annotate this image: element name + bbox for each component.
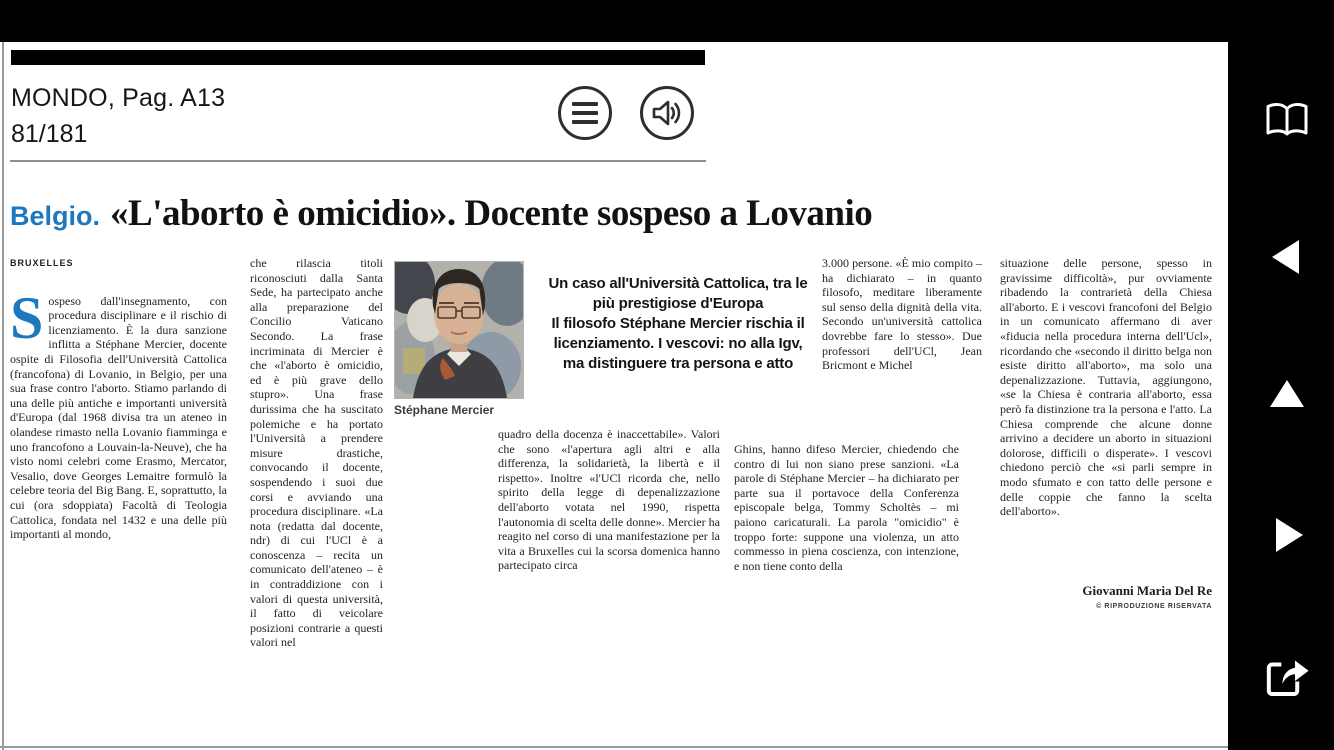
pull-quote (543, 274, 813, 374)
next-article-button[interactable] (1276, 518, 1303, 552)
share-button[interactable] (1262, 652, 1312, 705)
header-divider (10, 160, 706, 162)
speaker-icon (649, 97, 685, 129)
newspaper-page-edge-strip (11, 50, 705, 65)
article-headline: «L'aborto è omicidio». Docente sospeso a Lovanio (110, 193, 873, 234)
copyright-notice: © RIPRODUZIONE RISERVATA (1096, 603, 1212, 610)
article-photo (394, 261, 524, 399)
article-column-1 (10, 256, 227, 542)
article-position-indicator: 81/181 (11, 120, 88, 148)
page-left-border (2, 42, 4, 750)
open-book-icon (1262, 100, 1312, 140)
article-dateline: BRUXELLES (10, 258, 74, 268)
article-column-4-top: 3.000 persone. «È mio compito – ha dichiarato – in quanto filosofo, meditare liberamente sul senso della dignità della vita. Secondo un'università cattolica dovrebbe fare lo stesso». Due professori dell'UCl, Jean Bricmont e Michel (822, 256, 982, 373)
scroll-up-button[interactable] (1270, 380, 1304, 407)
photo-caption: Stéphane Mercier (394, 403, 495, 417)
right-arrow-icon (1276, 518, 1303, 552)
drop-cap: S (10, 284, 44, 351)
page-bottom-border (0, 746, 1228, 748)
left-arrow-icon (1272, 240, 1299, 274)
up-arrow-icon (1270, 380, 1304, 407)
bookmarks-button[interactable] (1262, 100, 1312, 143)
article-paragraph (10, 284, 227, 542)
article-headline-row (10, 192, 1215, 235)
pull-quote-line-2: Il filosofo Stéphane Mercier rischia il licenziamento. I vescovi: no alla Igv, ma distinguere tra persona e atto (551, 315, 805, 372)
article-column-4-bottom: Ghins, hanno difeso Mercier, chiedendo che contro di lui non siano prese sanzioni. «La parole di Stéphane Mercier – ha dichiarato per parte sua il portavoce della Conferenza episcopale belga, Tommy Scholtès – mi paiono caricaturali. La parola "omicidio" è troppo forte: suppone una violenza, un atto commesso in piena coscienza, con intenzione, e non tiene conto della (734, 442, 959, 573)
portrait-photo-illustration (395, 262, 523, 398)
article-kicker: Belgio. (10, 201, 101, 231)
article-column-2: che rilascia titoli riconosciuti dalla Santa Sede, ha partecipato anche alla preparazione del Concilio Vaticano Secondo. La frase incriminata di Mercier è che «l'aborto è omicidio, ed è più grave dello stupro». Una frase durissima che ha suscitato polemiche e ha portato l'Università a prendere misure drastiche, convocando il docente, sospendendo i suoi due corsi e avviando una procedura disciplinare. «La nota (redatta dal docente, ndr) di cui l'UCl è a conoscenza – recita un comunicato dell'ateneo – è in contraddizione con i valori di questa università, il fatto di veicolare posizioni contrarie a questi valori nel (250, 256, 383, 650)
article-column-5: situazione delle persone, spesso in gravissime difficoltà», pur ovviamente ribadendo la contrarietà della Chiesa all'aborto. E i vescovi francofoni del Belgio in un comunicato affermano di aver «fiducia nella procedura interna dell'Ucl», ricordando che «secondo il diritto belga non esiste diritto all'aborto», ma solo una depenalizzazione. Tuttavia, aggiungono, «se la Chiesa è contraria all'aborto, essa però fa distinzione tra la persona e l'atto. La Chiesa comprende che alcune donne arrivino a decidere un aborto in situazioni dolorose, difficili o disperate». I vescovi chiedono perciò che «si parli sempre in modo sfumato e con tatto delle persone e delle coppie che fanno la scelta dell'aborto». (1000, 256, 1212, 519)
column-1-text: ospeso dall'insegnamento, con procedura disciplinare e il rischio di licenziamento. È la dura sanzione inflitta a Stéphane Mercier, docente ospite di Filosofia dell'Università Cattolica (francofona) di Lovanio, in Belgio, per una sua frase contro l'aborto. Stiamo parlando di una delle più antiche e importanti università d'Europa (dal 1968 divisa tra un ateneo in olandese rimasto nella Lovanio fiamminga e uno francofono a Louvain-la-Neuve), che ha visto nomi celebri come Erasmo, Mercator, Vesalio, dove Georges Lemaitre formulò la celebre teoria del Big Bang. E, soprattutto, la cui (ora sdoppiata) Facoltà di Teologia Cattolica, fondata nel 1432 e una delle più importanti al mondo, (10, 293, 227, 542)
text-to-speech-button[interactable] (640, 86, 694, 140)
top-letterbox-bar (0, 0, 1334, 42)
article-column-3: quadro della docenza è inaccettabile». Valori che sono «l'apertura agli altri e alla differenza, la solidarietà, la libertà e il rispetto». Inoltre «l'UCl ricorda che, nello spirito della legge di depenalizzazione dell'aborto votata nel 1990, rispetta l'autonomia di scelta delle donne». Mercier ha reagito nel corso di una manifestazione per la vita a Bruxelles cui la scorsa domenica hanno partecipato circa (498, 427, 720, 573)
section-page-label: MONDO, Pag. A13 (11, 84, 226, 112)
previous-article-button[interactable] (1272, 240, 1299, 274)
share-icon (1262, 652, 1312, 702)
list-menu-icon (572, 102, 598, 106)
pull-quote-line-1: Un caso all'Università Cattolica, tra le più prestigiose d'Europa (548, 275, 808, 312)
article-list-button[interactable] (558, 86, 612, 140)
article-byline: Giovanni Maria Del Re (1082, 583, 1212, 598)
